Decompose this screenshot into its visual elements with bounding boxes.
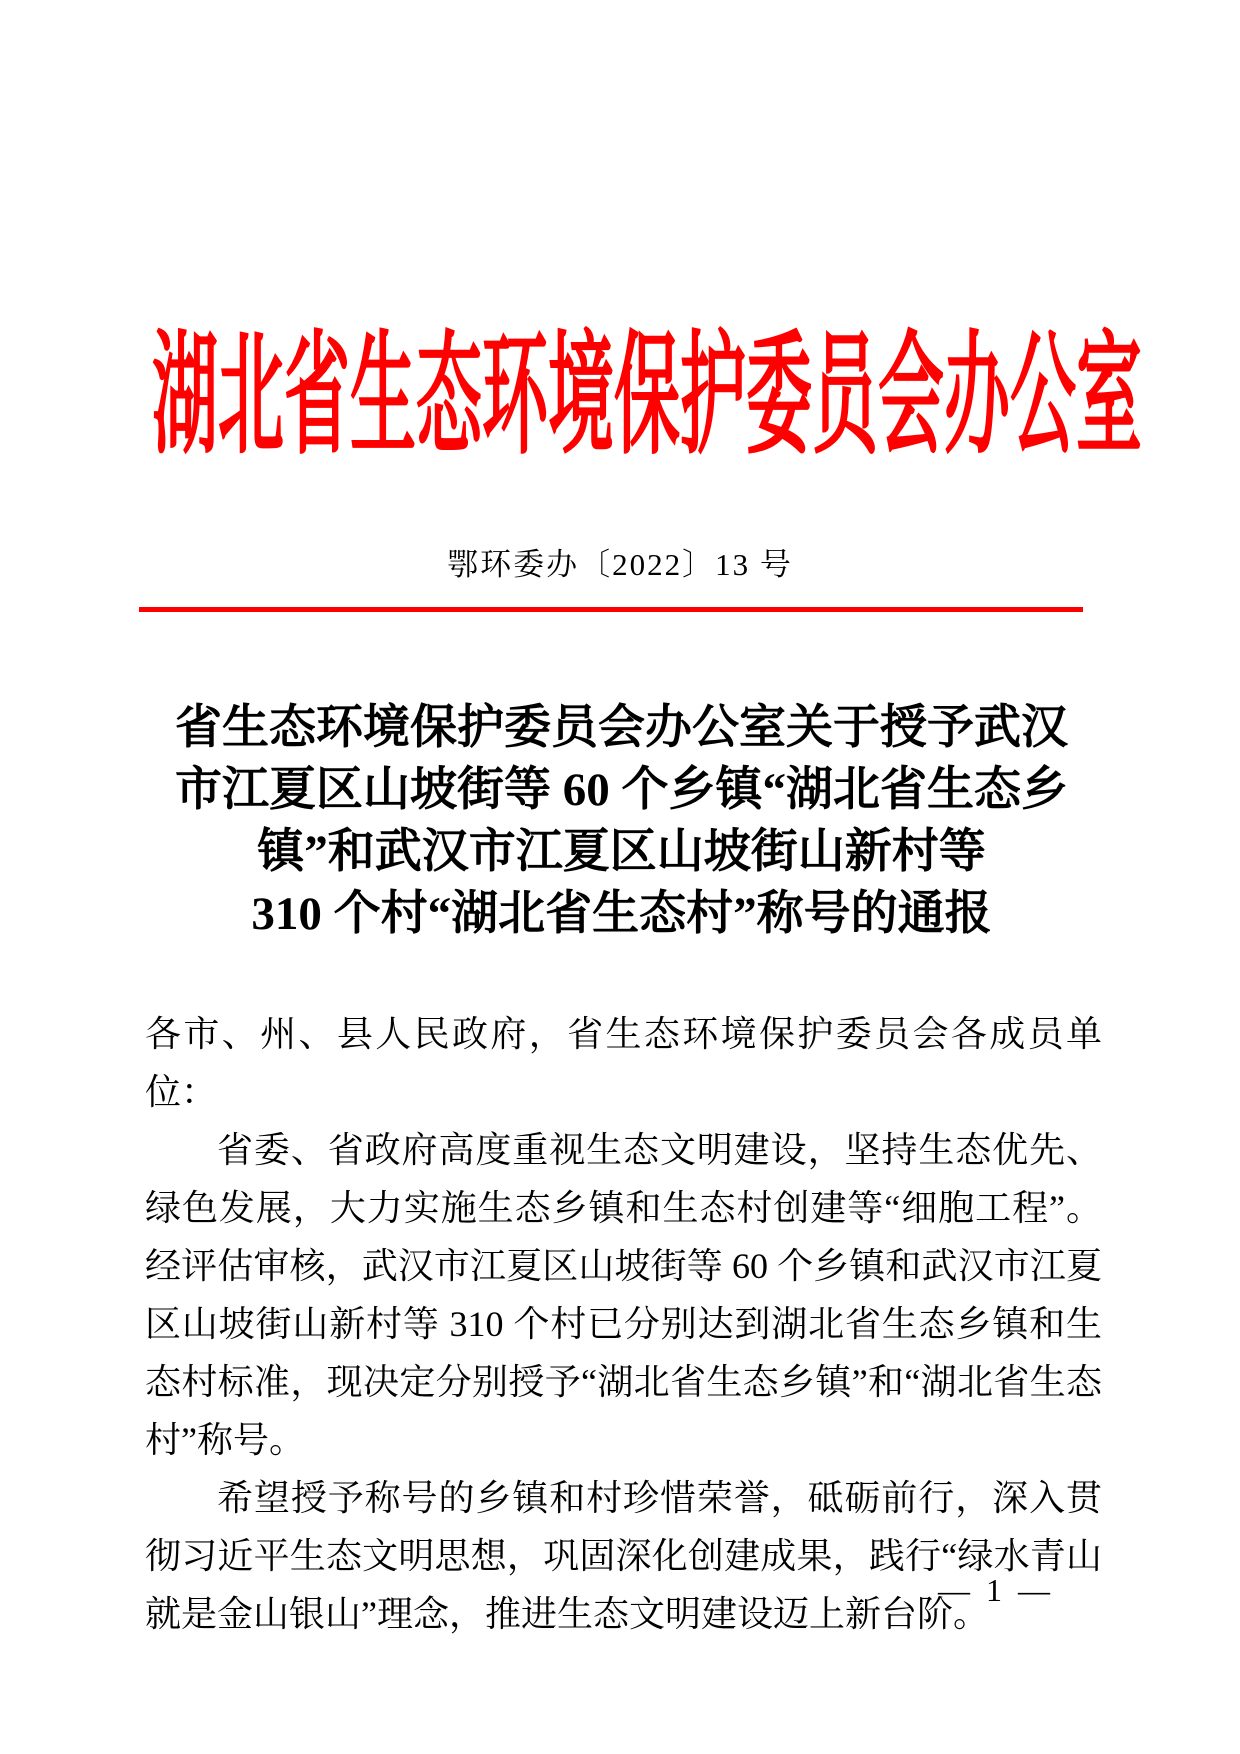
page-number: — 1 — [938,1572,1054,1608]
document-title [140,697,1103,945]
document-reference-number: 鄂环委办〔2022〕13 号 [447,547,793,582]
body-paragraph-1: 省委、省政府高度重视生态文明建设，坚持生态优先、绿色发展，大力实施生态乡镇和生态村创建等“细胞工程”。经评估审核，武汉市江夏区山坡街等 60 个乡镇和武汉市江夏区山坡街山新村等 310 个村已分别达到湖北省生态乡镇和生态村标准，现决定分别授予“湖北省生态乡镇”和“湖北省生态村”称号。 [145,1130,1102,1460]
document-title-line-3: 镇”和武汉市江夏区山坡街山新村等 [257,826,986,878]
document-title-line-4: 310 个村“湖北省生态村”称号的通报 [251,888,992,940]
document-title-line-1: 省生态环境保护委员会办公室关于授予武汉 [175,702,1068,754]
document-title-line-2: 市江夏区山坡街等 60 个乡镇“湖北省生态乡 [175,764,1068,816]
document-body [145,1005,1102,1643]
red-header-masthead [152,323,1142,472]
red-separator-rule [139,607,1083,612]
salutation-line: 各市、州、县人民政府，省生态环境保护委员会各成员单位： [145,1014,1102,1112]
body-paragraph-2: 希望授予称号的乡镇和村珍惜荣誉，砥砺前行，深入贯彻习近平生态文明思想，巩固深化创建成果，践行“绿水青山就是金山银山”理念，推进生态文明建设迈上新台阶。 [145,1478,1102,1634]
issuing-organization-title: 湖北省生态环境保护委员会办公室 [152,323,1142,472]
